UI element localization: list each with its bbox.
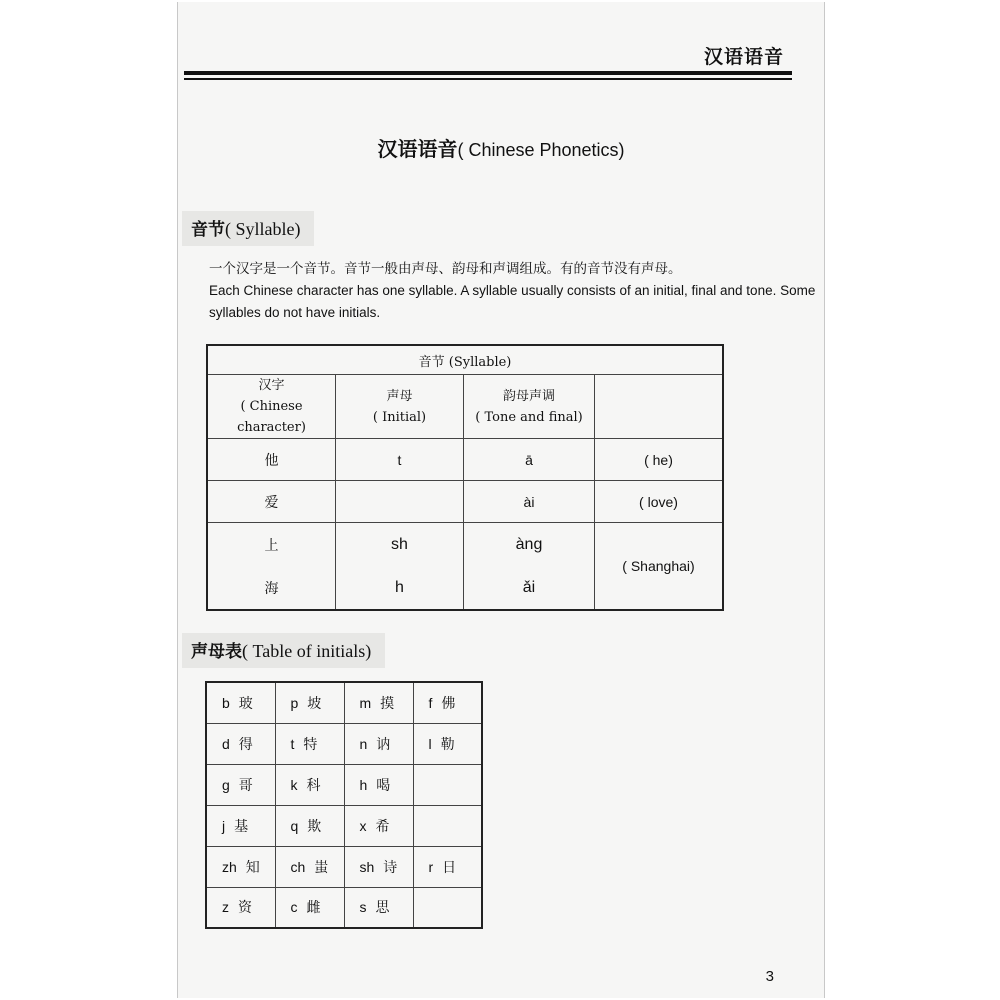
example-character: 日 bbox=[442, 859, 457, 876]
initial-letter: zh bbox=[222, 858, 237, 875]
cell-final-tone: ài bbox=[464, 481, 595, 523]
final-tone: àng bbox=[515, 535, 543, 553]
syllable-section-heading bbox=[182, 211, 314, 246]
character: 海 bbox=[264, 580, 279, 597]
initial-cell bbox=[275, 682, 344, 723]
header-en: ( Chinese character) bbox=[237, 399, 306, 435]
initial-letter: s bbox=[359, 899, 367, 916]
initial-letter: t bbox=[290, 735, 295, 752]
page-title bbox=[178, 133, 824, 162]
syllable-table bbox=[206, 344, 724, 611]
initial-cell bbox=[206, 846, 275, 887]
initial-cell bbox=[275, 723, 344, 764]
cell-gloss: ( he) bbox=[595, 439, 724, 481]
initial-cell bbox=[344, 723, 413, 764]
header-zh: 声母 bbox=[386, 388, 413, 404]
initial-letter: ch bbox=[290, 858, 306, 875]
table-row bbox=[206, 723, 482, 764]
table-row bbox=[206, 846, 482, 887]
initial-letter: h bbox=[359, 776, 368, 793]
initial-cell bbox=[206, 805, 275, 846]
initial-cell bbox=[275, 805, 344, 846]
example-character: 特 bbox=[303, 736, 318, 753]
initial-cell bbox=[413, 805, 482, 846]
cell-gloss: ( Shanghai) bbox=[595, 523, 724, 611]
initial-cell bbox=[275, 887, 344, 928]
page-number: 3 bbox=[765, 968, 774, 985]
initial-letter: z bbox=[222, 899, 229, 916]
initials-section-heading bbox=[182, 633, 385, 668]
example-character: 雌 bbox=[306, 900, 321, 917]
initial-cell bbox=[206, 887, 275, 928]
example-character: 诗 bbox=[383, 859, 398, 876]
header-rule-thick bbox=[184, 71, 792, 75]
cell-final-tone: ā bbox=[464, 439, 595, 481]
table-row bbox=[206, 764, 482, 805]
initial-cell bbox=[413, 887, 482, 928]
example-character: 哥 bbox=[238, 777, 253, 794]
example-character: 知 bbox=[245, 859, 260, 876]
initial-letter: r bbox=[428, 858, 434, 875]
example-character: 喝 bbox=[376, 777, 391, 794]
syllable-paragraph-en: Each Chinese character has one syllable. A syllable usually consists of an initial, final and tone. Some syllables do not have initials. bbox=[209, 283, 816, 320]
initial: h bbox=[395, 578, 404, 596]
initial-cell bbox=[275, 764, 344, 805]
initial-cell bbox=[413, 764, 482, 805]
cell-final-tone-pair bbox=[464, 523, 595, 611]
example-character: 希 bbox=[375, 818, 390, 835]
initial-letter: g bbox=[222, 776, 230, 793]
example-character: 勒 bbox=[440, 736, 455, 753]
syllable-table-caption: 音节 (Syllable) bbox=[207, 345, 723, 375]
example-character: 玻 bbox=[238, 695, 253, 712]
initial-cell bbox=[344, 805, 413, 846]
initial-cell bbox=[275, 846, 344, 887]
character: 上 bbox=[264, 537, 279, 554]
header-cell-initial bbox=[336, 375, 464, 439]
initial-letter: d bbox=[222, 735, 230, 752]
initial-cell bbox=[344, 682, 413, 723]
cell-gloss: ( love) bbox=[595, 481, 724, 523]
initials-heading-zh: 声母表 bbox=[191, 642, 242, 662]
example-character: 欺 bbox=[307, 818, 322, 835]
cell-character: 他 bbox=[207, 439, 336, 481]
initial-cell bbox=[206, 682, 275, 723]
cell-character: 爱 bbox=[207, 481, 336, 523]
page-title-zh: 汉语语音 bbox=[377, 137, 458, 161]
initial: sh bbox=[391, 535, 408, 553]
syllable-heading-en: ( Syllable) bbox=[225, 219, 301, 239]
header-rule-thin bbox=[184, 78, 792, 80]
initial-letter: b bbox=[222, 694, 230, 711]
example-character: 资 bbox=[238, 900, 252, 917]
initial-letter: p bbox=[290, 694, 299, 711]
example-character: 基 bbox=[234, 818, 249, 835]
table-row bbox=[206, 805, 482, 846]
header-cell-character bbox=[207, 375, 336, 439]
example-character: 科 bbox=[306, 777, 321, 794]
table-row bbox=[206, 887, 482, 928]
example-character: 得 bbox=[238, 736, 253, 753]
header-en: ( Initial) bbox=[372, 409, 427, 425]
textbook-page bbox=[177, 2, 825, 998]
initial-cell bbox=[344, 846, 413, 887]
initial-letter: c bbox=[290, 899, 298, 916]
example-character: 讷 bbox=[376, 736, 391, 753]
initial-letter: n bbox=[359, 735, 368, 752]
cell-initial bbox=[336, 481, 464, 523]
table-row bbox=[207, 481, 723, 523]
example-character: 摸 bbox=[380, 695, 395, 712]
example-character: 佛 bbox=[441, 695, 456, 712]
syllable-paragraph-zh: 一个汉字是一个音节。音节一般由声母、韵母和声调组成。有的音节没有声母。 bbox=[209, 261, 682, 277]
initial-cell bbox=[344, 764, 413, 805]
cell-initial: t bbox=[336, 439, 464, 481]
cell-character-pair bbox=[207, 523, 336, 611]
initial-letter: f bbox=[428, 694, 433, 711]
initial-cell bbox=[413, 682, 482, 723]
table-row bbox=[206, 682, 482, 723]
cell-initial-pair bbox=[336, 523, 464, 611]
initial-letter: sh bbox=[359, 858, 375, 875]
initial-letter: k bbox=[290, 776, 298, 793]
example-character: 蚩 bbox=[314, 859, 329, 876]
initial-cell bbox=[413, 723, 482, 764]
header-en: ( Tone and final) bbox=[475, 409, 583, 425]
initial-letter: q bbox=[290, 817, 299, 834]
initial-letter: x bbox=[359, 817, 367, 834]
initials-table bbox=[205, 681, 483, 929]
initial-cell bbox=[206, 764, 275, 805]
example-character: 坡 bbox=[307, 695, 322, 712]
table-row-merged bbox=[207, 523, 723, 611]
table-row bbox=[207, 439, 723, 481]
initial-cell bbox=[206, 723, 275, 764]
header-zh: 汉字 bbox=[258, 378, 285, 393]
initial-letter: l bbox=[428, 735, 432, 752]
initial-letter: j bbox=[222, 817, 226, 834]
running-header: 汉语语音 bbox=[703, 46, 784, 68]
page-title-en: ( Chinese Phonetics) bbox=[457, 140, 625, 160]
initial-letter: m bbox=[359, 694, 372, 711]
final-tone: ǎi bbox=[522, 578, 536, 596]
initial-cell bbox=[344, 887, 413, 928]
header-cell-final bbox=[464, 375, 595, 439]
header-zh: 韵母声调 bbox=[502, 388, 555, 404]
initials-heading-en: ( Table of initials) bbox=[242, 641, 372, 661]
header-cell-gloss bbox=[595, 375, 724, 439]
initial-cell bbox=[413, 846, 482, 887]
syllable-heading-zh: 音节 bbox=[191, 220, 225, 240]
example-character: 思 bbox=[375, 900, 390, 917]
